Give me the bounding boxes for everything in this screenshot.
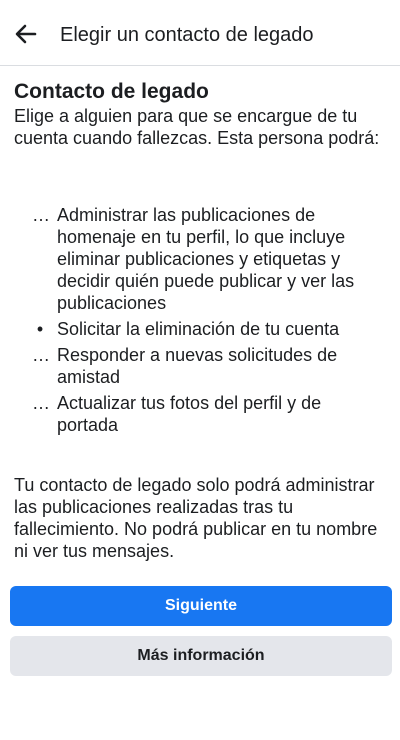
outro-text: Tu contacto de legado solo podrá administrar las publicaciones realizadas tras tu fallecimiento. No podrá publicar en tu nombre ni ver tus mensajes. bbox=[14, 475, 378, 561]
ellipsis-marker: … bbox=[32, 205, 50, 225]
list-item bbox=[14, 392, 386, 436]
list-item bbox=[14, 204, 386, 314]
section-heading: Contacto de legado bbox=[14, 80, 209, 103]
top-bar bbox=[0, 0, 400, 66]
bullet-marker: • bbox=[36, 319, 44, 339]
page-title: Elegir un contacto de legado bbox=[60, 24, 314, 46]
list-item-text: Responder a nuevas solicitudes de amistad bbox=[57, 345, 338, 387]
list-item-text: Solicitar la eliminación de tu cuenta bbox=[57, 319, 340, 339]
next-button[interactable]: Siguiente bbox=[10, 586, 392, 626]
back-button[interactable] bbox=[10, 18, 42, 50]
more-info-button[interactable]: Más información bbox=[10, 636, 392, 676]
intro-text: Elige a alguien para que se encargue de tu cuenta cuando fallezcas. Esta persona podrá: bbox=[14, 106, 380, 148]
ellipsis-marker: … bbox=[32, 345, 50, 365]
permissions-list bbox=[14, 204, 386, 440]
list-item bbox=[14, 318, 386, 340]
list-item-text: Actualizar tus fotos del perfil y de portada bbox=[57, 393, 322, 435]
ellipsis-marker: … bbox=[32, 393, 50, 413]
list-item-text: Administrar las publicaciones de homenaje en tu perfil, lo que incluye eliminar publicaciones y etiquetas y decidir quién puede publicar y ver las publicaciones bbox=[57, 205, 355, 313]
arrow-left-icon bbox=[15, 24, 37, 44]
main-content bbox=[14, 78, 386, 561]
list-item bbox=[14, 344, 386, 388]
